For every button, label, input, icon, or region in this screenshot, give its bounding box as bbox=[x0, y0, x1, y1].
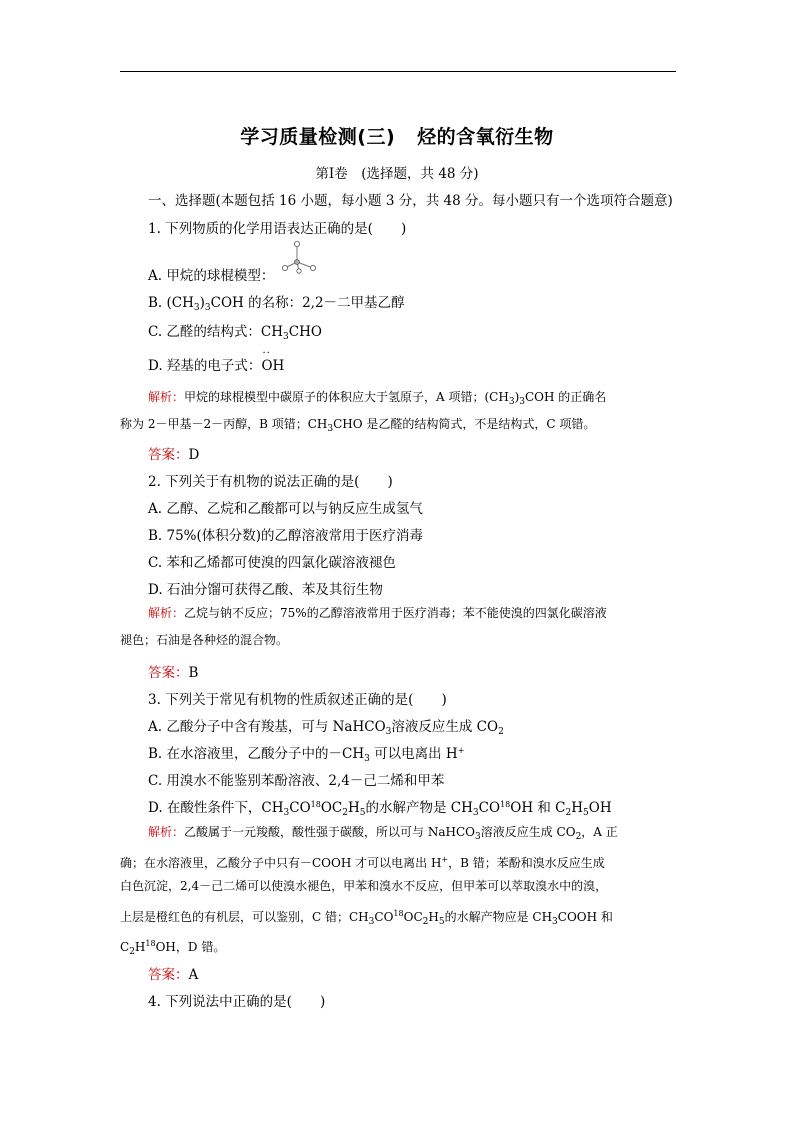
question-2-stem: 2. 下列关于有机物的说法正确的是( ) bbox=[148, 474, 393, 490]
question-1-explanation: 解析：甲烷的球棍模型中碳原子的体积应大于氢原子，A 项错；$(CH_3)_3COH$ 的正确名 bbox=[148, 390, 607, 407]
question-2-option-a: A. 乙醇、乙烷和乙酸都可以与钠反应生成氢气 bbox=[148, 501, 423, 517]
question-3-explanation-line-4: 上层是橙红色的有机层，可以鉴别，C 错；$CH_3CO^{18}OC_2H_5$的水解产物应是 $CH_3COOH$ 和 bbox=[120, 909, 613, 927]
question-3-explanation: 解析：乙酸属于一元羧酸，酸性强于碳酸，所以可与 NaHCO$_3$溶液反应生成 $CO_2$，A 正 bbox=[148, 825, 618, 842]
methane-ball-stick-icon bbox=[277, 240, 321, 276]
question-2-explanation: 解析：乙烷与钠不反应；75%的乙醇溶液常用于医疗消毒；苯不能使溴的四氯化碳溶液 bbox=[148, 606, 607, 620]
question-3-explanation-line-2: 确；在水溶液里，乙酸分子中只有－COOH 才可以电离出 H+，B 错；苯酚和溴水反应生成 bbox=[120, 855, 605, 870]
question-1-option-c: C. 乙醛的结构式：$CH_3CHO$ bbox=[148, 324, 322, 342]
question-2-option-c: C. 苯和乙烯都可使溴的四氯化碳溶液褪色 bbox=[148, 555, 396, 571]
section-instructions: 一、选择题(本题包括 16 小题，每小题 3 分，共 48 分。每小题只有一个选项符合题意) bbox=[148, 193, 673, 209]
question-3-explanation-line-5: $C_2H^{18}OH$，D 错。 bbox=[120, 939, 226, 957]
question-2-option-d: D. 石油分馏可获得乙酸、苯及其衍生物 bbox=[148, 582, 383, 598]
question-1-explanation-line-2: 称为 2－甲基－2－丙醇，B 项错；$CH_3CHO$ 是乙醛的结构简式，不是结构式，C 项错。 bbox=[120, 417, 596, 434]
question-2-answer: 答案：B bbox=[148, 665, 199, 681]
question-1-option-b: B. $(CH_3)_3COH$ 的名称：2,2－二甲基乙醇 bbox=[148, 295, 405, 313]
question-3-option-d: D. 在酸性条件下，$CH_3CO^{18}OC_2H_5$的水解产物是 $CH_3CO^{18}OH$ 和 $C_2H_5OH$ bbox=[148, 800, 612, 818]
question-3-stem: 3. 下列关于常见有机物的性质叙述正确的是( ) bbox=[148, 692, 447, 708]
question-1-option-d: D. 羟基的电子式： ·· OH bbox=[148, 348, 285, 374]
question-2-explanation-line-2: 褪色；石油是各种烃的混合物。 bbox=[120, 633, 289, 647]
page-title: 学习质量检测(三) 烃的含氧衍生物 bbox=[240, 126, 554, 148]
question-2-option-b: B. 75%(体积分数)的乙醇溶液常用于医疗消毒 bbox=[148, 528, 424, 544]
question-3-answer: 答案：A bbox=[148, 967, 199, 983]
question-1-answer: 答案：D bbox=[148, 447, 200, 463]
question-3-option-c: C. 用溴水不能鉴别苯酚溶液、2,4－己二烯和甲苯 bbox=[148, 773, 445, 789]
section-subtitle: 第Ⅰ卷 (选择题，共 48 分) bbox=[315, 166, 479, 182]
question-4-stem: 4. 下列说法中正确的是( ) bbox=[148, 994, 326, 1010]
question-3-option-b: B. 在水溶液里，乙酸分子中的$-CH_3$ 可以电离出 H+ bbox=[148, 746, 465, 764]
question-3-explanation-line-3: 白色沉淀，2,4－己二烯可以使溴水褪色，甲苯和溴水不反应，但甲苯可以萃取溴水中的溴， bbox=[120, 879, 608, 893]
question-3-option-a: A. 乙酸分子中含有羧基，可与 NaHCO$_3$溶液反应生成 $CO_2$ bbox=[148, 719, 504, 737]
header-rule bbox=[120, 71, 676, 72]
question-1-stem: 1. 下列物质的化学用语表达正确的是( ) bbox=[148, 221, 407, 237]
question-1-option-a: A. 甲烷的球棍模型： bbox=[148, 268, 275, 284]
